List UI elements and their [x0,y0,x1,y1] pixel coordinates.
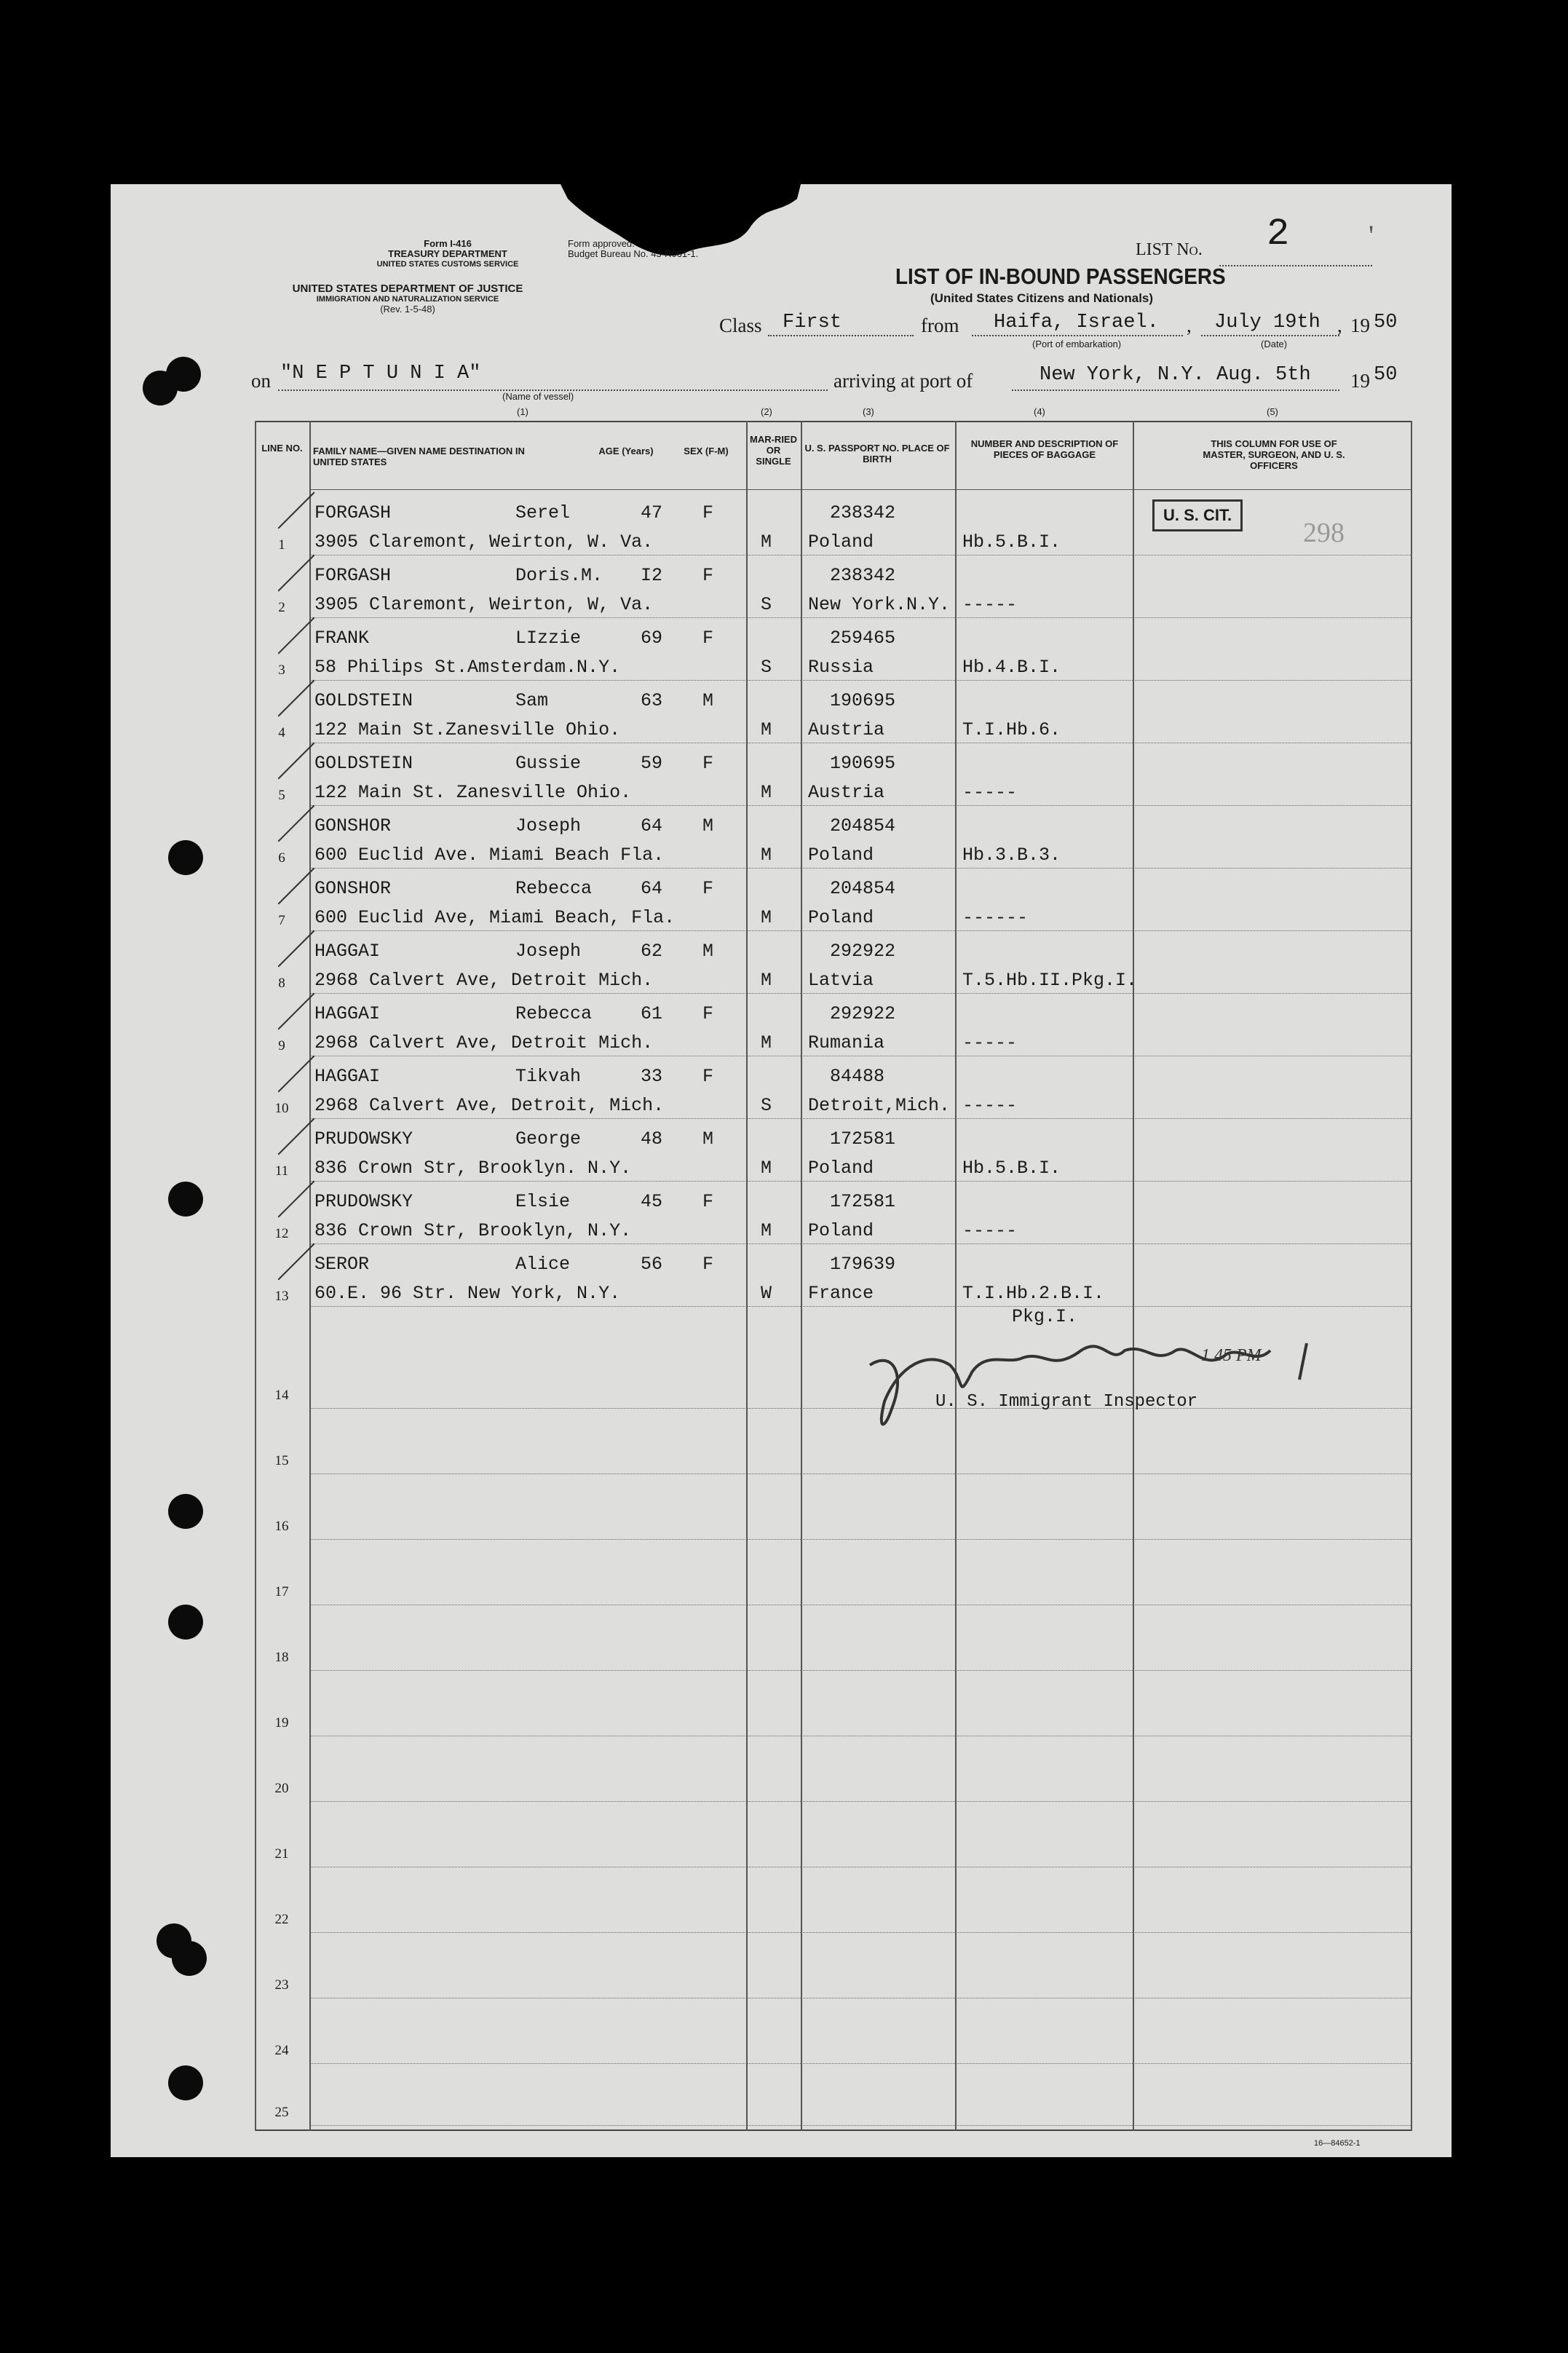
sex: F [702,1003,714,1024]
line-number: 6 [278,850,285,866]
sex: F [702,565,714,586]
place-of-birth: New York.N.Y. [808,594,951,615]
row-rule [309,1181,1411,1182]
row-rule [309,1867,1411,1868]
marital-status: M [761,907,772,928]
date-caption: (Date) [1261,339,1288,349]
line-number: 20 [274,1781,289,1796]
line-number: 4 [278,725,285,740]
line-number: 12 [274,1226,289,1241]
baggage: ----- [962,782,1018,803]
age: 61 [641,1003,663,1024]
row-rule [309,555,1411,556]
page-title: LIST OF IN-BOUND PASSENGERS [895,264,1226,289]
destination-address: 836 Crown Str, Brooklyn. N.Y. [314,1158,632,1179]
sex: M [702,690,714,711]
baggage: ----- [962,1220,1018,1241]
arrival-year: 50 [1374,364,1398,386]
age: 33 [641,1066,663,1087]
punch-hole [168,840,203,875]
line-number: 16 [274,1519,289,1534]
row-rule [309,930,1411,932]
sex: M [702,815,714,837]
age: 63 [641,690,663,711]
date-value: July 19th [1214,312,1320,333]
given-name: Joseph [515,941,582,962]
destination-address: 3905 Claremont, Weirton, W, Va. [314,594,654,615]
passport-number: 204854 [830,878,896,899]
marital-status: W [761,1283,772,1304]
place-of-birth: Poland [808,1158,874,1179]
given-name: George [515,1128,582,1150]
row-rule [309,1118,1411,1120]
form-approved: Form approved. [568,238,635,249]
row-rule [309,1605,1411,1606]
line-number: 15 [274,1453,289,1468]
passport-number: 190695 [830,690,896,711]
budget-bureau: Budget Bureau No. 43-R061-1. [568,248,699,259]
row-rule [309,1736,1411,1737]
sex: M [702,1128,714,1150]
sex: F [702,878,714,899]
destination-address: 3905 Claremont, Weirton, W. Va. [314,531,654,553]
destination-address: 122 Main St. Zanesville Ohio. [314,782,632,803]
time-note: 1 45 PM [1201,1346,1262,1365]
line-number: 23 [274,1977,289,1993]
destination-address: 2968 Calvert Ave, Detroit Mich. [314,970,654,991]
sex: F [702,1191,714,1212]
destination-address: 836 Crown Str, Brooklyn, N.Y. [314,1220,632,1241]
passport-number: 292922 [830,941,896,962]
family-name: GONSHOR [314,815,392,837]
age: 64 [641,878,663,899]
row-rule [309,680,1411,681]
baggage: Hb.4.B.I. [962,657,1061,678]
row-rule [309,1998,1411,1999]
punch-hole [172,1941,207,1976]
list-number: 2 [1267,213,1290,256]
marital-status: S [761,657,772,678]
marital-status: S [761,1095,772,1116]
on-label: on [251,370,271,392]
marital-status: S [761,594,772,615]
marital-status: M [761,719,772,740]
place-of-birth: France [808,1283,874,1304]
age: 48 [641,1128,663,1150]
row-rule [309,1474,1411,1475]
citizen-stamp: U. S. CIT. [1152,499,1243,531]
line-number: 21 [274,1846,289,1862]
service-name: UNITED STATES CUSTOMS SERVICE [376,260,519,269]
row-rule [309,1306,1411,1308]
given-name: Doris.M. [515,565,603,586]
line-number: 3 [278,663,285,678]
place-of-birth: Austria [808,719,885,740]
header-married: MAR-RIED OR SINGLE [750,434,797,467]
column-number: (2) [761,406,772,417]
age: 69 [641,628,663,649]
line-number: 10 [274,1101,289,1116]
sex: F [702,1066,714,1087]
marital-status: M [761,845,772,866]
line-number: 14 [274,1388,289,1403]
place-of-birth: Russia [808,657,874,678]
list-no-label: LIST No. [1136,240,1203,259]
place-of-birth: Poland [808,845,874,866]
row-rule [309,1243,1411,1245]
line-number: 22 [274,1912,289,1927]
passport-number: 190695 [830,753,896,774]
column-number: (4) [1034,406,1045,417]
row-rule [309,743,1411,744]
given-name: Sam [515,690,549,711]
row-rule [309,1670,1411,1672]
row-rule [309,2125,1411,2127]
row-rule [309,617,1411,619]
row-rule [309,1056,1411,1057]
given-name: Alice [515,1254,571,1275]
passport-number: 238342 [830,502,896,523]
line-number: 7 [278,913,285,928]
family-name: SEROR [314,1254,370,1275]
marital-status: M [761,531,772,553]
family-name: GONSHOR [314,878,392,899]
revision: (Rev. 1-5-48) [380,304,435,315]
age: 56 [641,1254,663,1275]
line-number: 1 [278,537,285,553]
baggage: T.I.Hb.6. [962,719,1061,740]
age: 62 [641,941,663,962]
passport-number: 172581 [830,1191,896,1212]
ins-name: IMMIGRATION AND NATURALIZATION SERVICE [316,295,499,304]
given-name: Tikvah [515,1066,582,1087]
passport-number: 84488 [830,1066,885,1087]
date-year-prefix: 19 [1350,315,1370,336]
punch-hole [168,1605,203,1640]
age: 59 [641,753,663,774]
class-value: First [783,312,842,333]
row-rule [309,1801,1411,1803]
given-name: Gussie [515,753,582,774]
passport-number: 259465 [830,628,896,649]
row-rule [309,1539,1411,1541]
family-name: FRANK [314,628,370,649]
footer-code: 16—84652-1 [1314,2139,1361,2148]
sex: F [702,1254,714,1275]
passport-number: 204854 [830,815,896,837]
line-number: 18 [274,1650,289,1665]
place-of-birth: Austria [808,782,885,803]
line-number: 9 [278,1038,285,1053]
arrival-port: New York, N.Y. Aug. 5th [1040,364,1311,386]
age: I2 [641,565,663,586]
class-label: Class [719,315,762,336]
sex: F [702,753,714,774]
destination-address: 2968 Calvert Ave, Detroit Mich. [314,1032,654,1053]
given-name: Serel [515,502,571,523]
marital-status: M [761,1158,772,1179]
date-year: 50 [1374,312,1398,333]
marital-status: M [761,782,772,803]
place-of-birth: Poland [808,1220,874,1241]
list-no-underline [1219,246,1372,266]
page-subtitle: (United States Citizens and Nationals) [930,291,1154,305]
place-of-birth: Poland [808,907,874,928]
justice-department: UNITED STATES DEPARTMENT OF JUSTICE [292,282,523,295]
punch-hole [166,357,201,392]
inspector-caption: U. S. Immigrant Inspector [935,1392,1198,1412]
passport-number: 179639 [830,1254,896,1275]
header-line-no: LINE NO. [261,443,303,454]
given-name: Elsie [515,1191,571,1212]
header-passport: U. S. PASSPORT NO. PLACE OF BIRTH [804,443,950,464]
port-embarkation: Haifa, Israel. [994,312,1159,333]
given-name: Rebecca [515,1003,593,1024]
mark: ' [1369,219,1374,252]
given-name: LIzzie [515,628,582,649]
marital-status: M [761,1220,772,1241]
from-label: from [921,315,959,336]
passport-number: 238342 [830,565,896,586]
destination-address: 600 Euclid Ave. Miami Beach Fla. [314,845,665,866]
row-rule [309,805,1411,807]
header-sex: SEX (F-M) [684,446,729,456]
baggage: T.I.Hb.2.B.I. [962,1283,1105,1304]
destination-address: 60.E. 96 Str. New York, N.Y. [314,1283,621,1304]
header-age: AGE (Years) [598,446,654,456]
place-of-birth: Rumania [808,1032,885,1053]
line-number: 25 [274,2105,289,2120]
line-number: 19 [274,1715,289,1731]
destination-address: 600 Euclid Ave, Miami Beach, Fla. [314,907,676,928]
baggage: Hb.5.B.I. [962,531,1061,553]
baggage: Hb.5.B.I. [962,1158,1061,1179]
stamp-number: 298 [1303,518,1345,548]
destination-address: 58 Philips St.Amsterdam.N.Y. [314,657,621,678]
baggage: T.5.Hb.II.Pkg.I. [962,970,1138,991]
family-name: HAGGAI [314,941,381,962]
sex: F [702,628,714,649]
row-rule [309,868,1411,869]
line-number: 8 [278,976,285,991]
place-of-birth: Latvia [808,970,874,991]
family-name: PRUDOWSKY [314,1128,413,1150]
row-rule [309,1932,1411,1934]
line-number: 5 [278,788,285,803]
marital-status: M [761,1032,772,1053]
family-name: HAGGAI [314,1066,381,1087]
punch-hole [168,2065,203,2100]
line-number: 2 [278,600,285,615]
vessel-name: "N E P T U N I A" [280,363,481,384]
passport-number: 172581 [830,1128,896,1150]
vessel-caption: (Name of vessel) [502,391,574,402]
family-name: HAGGAI [314,1003,381,1024]
form-number: Form I-416 [424,238,472,249]
arriving-label: arriving at port of [834,370,973,392]
inspector-signature [863,1321,1387,1452]
baggage: Hb.3.B.3. [962,845,1061,866]
place-of-birth: Detroit,Mich. [808,1095,951,1116]
baggage-extra: Pkg.I. [1012,1306,1078,1327]
sex: M [702,941,714,962]
row-rule [309,2063,1411,2065]
family-name: GOLDSTEIN [314,753,413,774]
column-number: (5) [1267,406,1278,417]
age: 45 [641,1191,663,1212]
port-caption: (Port of embarkation) [1032,339,1122,349]
column-number: (3) [863,406,874,417]
marital-status: M [761,970,772,991]
header-name: FAMILY NAME—GIVEN NAME DESTINATION IN UNITED STATES [313,446,525,467]
place-of-birth: Poland [808,531,874,553]
column-number: (1) [517,406,528,417]
punch-hole [168,1494,203,1529]
sex: F [702,502,714,523]
family-name: FORGASH [314,502,392,523]
baggage: ----- [962,1095,1018,1116]
age: 47 [641,502,663,523]
department-name: TREASURY DEPARTMENT [388,248,507,259]
baggage: ----- [962,594,1018,615]
destination-address: 2968 Calvert Ave, Detroit, Mich. [314,1095,665,1116]
row-rule [309,993,1411,994]
family-name: GOLDSTEIN [314,690,413,711]
header-baggage: NUMBER AND DESCRIPTION OF PIECES OF BAGGAGE [970,438,1119,460]
age: 64 [641,815,663,837]
destination-address: 122 Main St.Zanesville Ohio. [314,719,621,740]
arrival-year-prefix: 19 [1350,370,1370,392]
family-name: FORGASH [314,565,392,586]
given-name: Joseph [515,815,582,837]
line-number: 13 [274,1289,289,1304]
punch-hole [168,1182,203,1217]
given-name: Rebecca [515,878,593,899]
baggage: ------ [962,907,1029,928]
line-number: 24 [274,2043,289,2058]
family-name: PRUDOWSKY [314,1191,413,1212]
passport-number: 292922 [830,1003,896,1024]
line-number: 17 [274,1584,289,1599]
baggage: ----- [962,1032,1018,1053]
manifest-sheet [111,184,1452,2157]
header-officers: THIS COLUMN FOR USE OF MASTER, SURGEON, AND U. S. OFFICERS [1203,438,1345,471]
line-number: 11 [274,1163,289,1179]
